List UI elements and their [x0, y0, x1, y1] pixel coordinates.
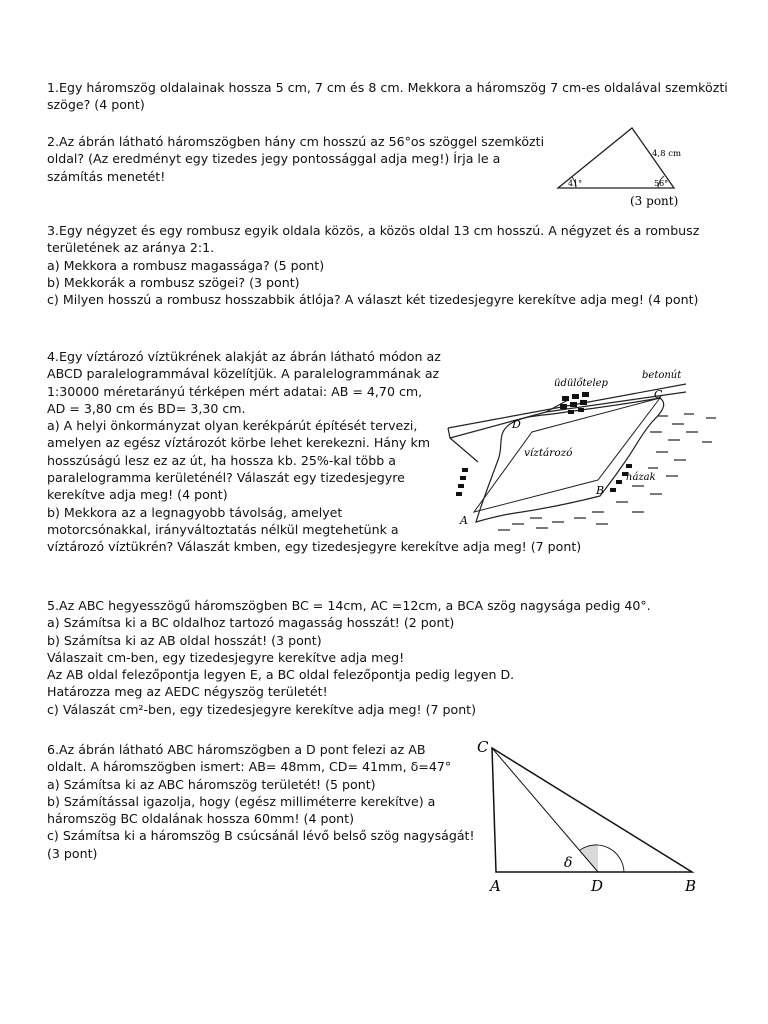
question-3 — [47, 222, 699, 308]
question-4-line: AD = 3,80 cm és BD= 3,30 cm. — [47, 400, 246, 416]
question-3-line: 3.Egy négyzet és egy rombusz egyik oldala közös, a közös oldal 13 cm hosszú. A négyzet és a rombusz — [47, 223, 700, 238]
label-udulotelep: üdülőtelep — [554, 378, 608, 389]
question-6 — [47, 741, 475, 862]
median-cd — [492, 748, 598, 872]
question-4-line: b) Mekkora az a legnagyobb távolság, amelyet — [47, 504, 343, 520]
question-2-line: 2.Az ábrán látható háromszögben hány cm hosszú az 56°os szöggel szemközti — [47, 134, 545, 149]
question-4-line: 4.Egy víztározó víztükrének alakját az ábrán látható módon az — [47, 349, 441, 364]
question-4-line: víztározó víztükrén? Válaszát kmben, egy tizedesjegyre kerekítve adja meg! (7 pont) — [47, 539, 582, 555]
question-5-line: Az AB oldal felezőpontja legyen E, a BC oldal felezőpontja pedig legyen D. — [47, 667, 515, 683]
label-hazak: házak — [626, 472, 656, 483]
question-6-line: (3 pont) — [47, 845, 98, 861]
houses-left — [456, 468, 468, 496]
question-2-line: oldal? (Az eredményt egy tizedes jegy pontossággal adja meg!) Írja le a — [47, 151, 501, 167]
question-5-line: Határozza meg az AEDC négyszög területét! — [47, 684, 328, 700]
label-viztarozo: víztározó — [524, 447, 573, 459]
side-length-label: 4,8 cm — [652, 149, 682, 159]
angle-label-right: 56° — [654, 179, 669, 188]
question-1 — [47, 79, 728, 114]
vertex-label-c: C — [654, 388, 663, 401]
question-4-line: motorcsónakkal, irányváltoztatás nélkül megtehetünk a — [47, 521, 399, 537]
question-5-line: Válaszait cm-ben, egy tizedesjegyre kerekítve adja meg! — [47, 649, 405, 665]
vertex-label-a: A — [460, 514, 468, 527]
question-6-line: a) Számítsa ki az ABC háromszög területét! (5 pont) — [47, 776, 376, 792]
question-2 — [47, 133, 544, 185]
vertex-label-c: C — [477, 738, 489, 756]
question-5-line: a) Számítsa ki a BC oldalhoz tartozó magasság hosszát! (2 pont) — [47, 615, 455, 631]
question-4-line: a) A helyi önkormányzat olyan kerékpárút építését tervezi, — [47, 418, 418, 434]
question-4-line: 1:30000 méretarányú térképen mért adatai: AB = 4,70 cm, — [47, 383, 423, 399]
question-5-line: 5.Az ABC hegyesszögű háromszögben BC = 14cm, AC =12cm, a BCA szög nagysága pedig 40°. — [47, 598, 651, 613]
question-5-line: c) Válaszát cm²-ben, egy tizedesjegyre kerekítve adja meg! (7 pont) — [47, 701, 477, 717]
question-3-line: területének az aránya 2:1. — [47, 240, 215, 256]
question-6-line: oldalt. A háromszögben ismert: AB= 48mm, CD= 41mm, δ=47° — [47, 759, 452, 775]
road — [448, 428, 478, 462]
question-4-line: hosszúságú lesz ez az út, ha hossza kb. 25%-kal több a — [47, 452, 397, 468]
question-1-line: szöge? (4 pont) — [47, 97, 145, 113]
question-3-line: c) Milyen hosszú a rombusz hosszabbik átlója? A választ két tizedesjegyre kerekítve adja meg! (4 pont) — [47, 292, 699, 308]
question-3-line: b) Mekkorák a rombusz szögei? (3 pont) — [47, 274, 300, 290]
question-2-line: számítás menetét! — [47, 168, 166, 184]
question-6-triangle-figure — [470, 734, 720, 900]
question-6-line: 6.Az ábrán látható ABC háromszögben a D pont felezi az AB — [47, 742, 426, 757]
question-5 — [47, 597, 651, 718]
question-2-triangle-figure — [548, 122, 698, 214]
question-4-line: ABCD paralelogrammával közelítjük. A paralelogrammának az — [47, 366, 440, 382]
question-4-line: amelyen az egész víztározót körbe lehet kerekezni. Hány km — [47, 435, 431, 451]
label-betonut: betonút — [642, 370, 682, 381]
points-label: (3 pont) — [630, 194, 679, 208]
vertex-label-d: D — [591, 877, 604, 895]
vertex-label-d: D — [512, 418, 521, 431]
question-4-line: kerekítve adja meg! (4 pont) — [47, 487, 228, 503]
question-1-line: 1.Egy háromszög oldalainak hossza 5 cm, 7 cm és 8 cm. Mekkora a háromszög 7 cm-es oldalával szemközti — [47, 80, 728, 95]
question-4-reservoir-map-figure — [436, 352, 756, 534]
shoreline — [476, 398, 664, 522]
vertex-label-b: B — [596, 484, 605, 497]
question-6-line: b) Számítással igazolja, hogy (egész milliméterre kerekítve) a — [47, 793, 436, 809]
question-6-line: háromszög BC oldalának hossza 60mm! (4 pont) — [47, 811, 355, 827]
angle-label-left: 41° — [568, 179, 583, 188]
angle-delta-label: δ — [564, 855, 573, 871]
vertex-label-b: B — [685, 877, 697, 895]
vertex-label-a: A — [490, 877, 501, 895]
question-6-line: c) Számítsa ki a háromszög B csúcsánál lévő belső szög nagyságát! — [47, 828, 475, 844]
question-4-line: paralelogramma kerületénél? Válaszát egy tizedesjegyre — [47, 470, 405, 486]
question-5-line: b) Számítsa ki az AB oldal hosszát! (3 pont) — [47, 632, 322, 648]
question-3-line: a) Mekkora a rombusz magassága? (5 pont) — [47, 257, 325, 273]
land-marks — [498, 414, 716, 530]
